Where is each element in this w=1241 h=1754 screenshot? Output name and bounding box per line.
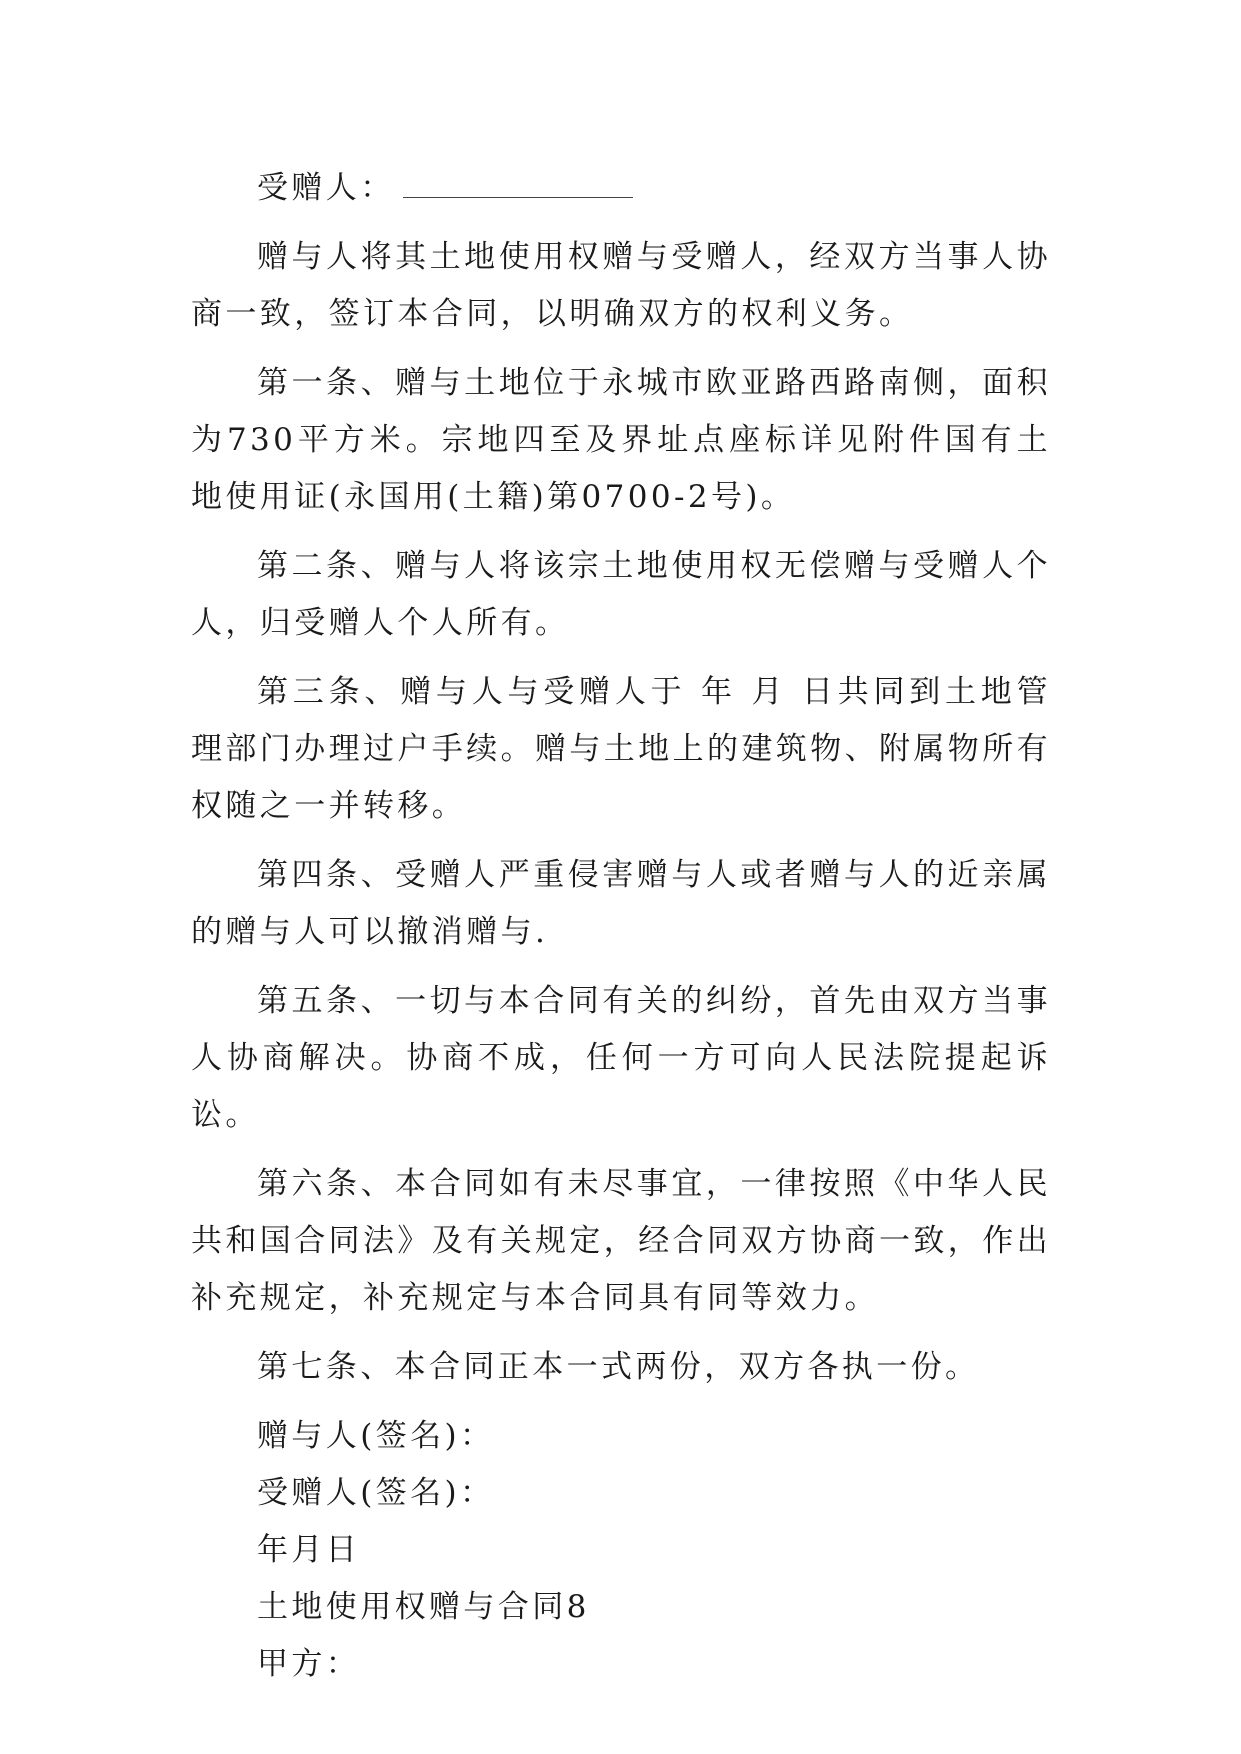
donor-signature: 赠与人(签名)： [257,1418,495,1454]
article-1: 第一条、赠与土地位于永城市欧亚路西路南侧，面积为730平方米。宗地四至及界址点座标详见附件国有土地使用证(永国用(土籍)第0700-2号)。 [191,365,1051,515]
article-3: 第三条、赠与人与受赠人于 年 月 日共同到土地管理部门办理过户手续。赠与土地上的建筑物、附属物所有权随之一并转移。 [191,674,1051,824]
date-line: 年月日 [257,1532,361,1568]
recipient-line [257,160,1051,217]
article-4: 第四条、受赠人严重侵害赠与人或者赠与人的近亲属的赠与人可以撤消赠与. [191,857,1051,950]
recipient-blank [403,173,633,198]
intro-paragraph: 赠与人将其土地使用权赠与受赠人，经双方当事人协商一致，签订本合同，以明确双方的权利义务。 [191,239,1051,332]
article-2: 第二条、赠与人将该宗土地使用权无偿赠与受赠人个人，归受赠人个人所有。 [191,548,1051,641]
article-6: 第六条、本合同如有未尽事宜，一律按照《中华人民共和国合同法》及有关规定，经合同双方协商一致，作出补充规定，补充规定与本合同具有同等效力。 [191,1166,1051,1316]
article-5: 第五条、一切与本合同有关的纠纷，首先由双方当事人协商解决。协商不成，任何一方可向人民法院提起诉讼。 [191,983,1051,1133]
next-contract-title: 土地使用权赠与合同8 [257,1589,590,1625]
document-body [191,160,1051,1693]
party-a-label: 甲方： [257,1646,361,1682]
recipient-label: 受赠人： [257,170,395,206]
recipient-signature: 受赠人(签名)： [257,1475,495,1511]
article-7: 第七条、本合同正本一式两份，双方各执一份。 [257,1349,980,1385]
